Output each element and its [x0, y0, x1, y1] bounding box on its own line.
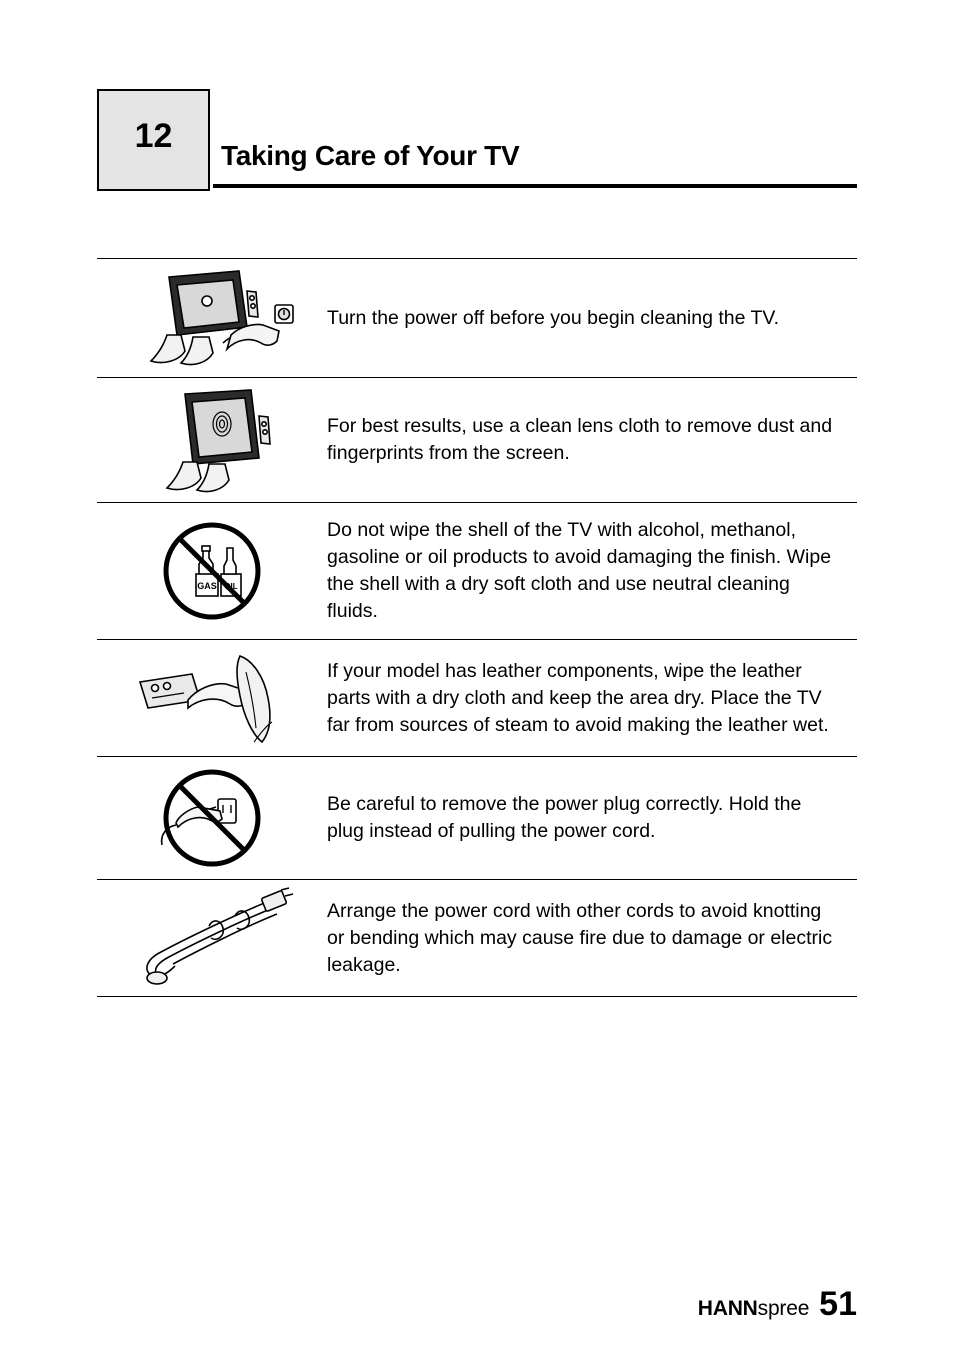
care-item-paragraph: Arrange the power cord with other cords to avoid knotting or bending which may cause fire due to damage or electric leakage.	[327, 899, 833, 976]
chapter-number-box	[97, 89, 210, 191]
table-row	[97, 880, 857, 997]
care-item-paragraph: For best results, use a clean lens cloth to remove dust and fingerprints from the screen.	[327, 415, 833, 464]
table-row	[97, 757, 857, 880]
care-item-text	[327, 503, 857, 639]
gas-label: GAS	[197, 581, 217, 591]
brand-name-bold: HANN	[697, 1297, 758, 1320]
page-header	[97, 89, 857, 199]
no-pull-cord-icon	[97, 757, 327, 879]
tv-power-off-icon	[97, 259, 327, 377]
care-item-paragraph: Turn the power off before you begin cleaning the TV.	[327, 306, 780, 329]
brand-logo	[698, 1297, 809, 1321]
care-item-text	[327, 757, 857, 879]
care-item-paragraph: Be careful to remove the power plug correctly. Hold the plug instead of pulling the power cord.	[327, 793, 802, 842]
care-item-text	[327, 880, 857, 996]
table-row	[97, 503, 857, 640]
table-row	[97, 640, 857, 757]
oil-label: OIL	[224, 582, 238, 591]
table-row	[97, 259, 857, 378]
page-title: Taking Care of Your TV	[221, 140, 520, 171]
power-cord-bundle-icon	[97, 880, 327, 996]
care-item-paragraph: Do not wipe the shell of the TV with alcohol, methanol, gasoline or oil products to avoid damaging the finish. Wipe the shell with a dry soft cloth and use neutral cleaning fluids.	[327, 519, 832, 622]
page-footer	[698, 1285, 857, 1324]
care-item-paragraph: If your model has leather components, wipe the leather parts with a dry cloth and keep the area dry. Place the TV far from sources of steam to avoid making the leather wet.	[327, 659, 829, 736]
care-instructions-table	[97, 258, 857, 997]
leather-wipe-icon	[97, 640, 327, 756]
page-number: 51	[819, 1285, 857, 1323]
brand-name-light: spree	[757, 1297, 810, 1320]
tv-lens-cloth-icon	[97, 378, 327, 502]
no-solvents-icon	[97, 503, 327, 639]
table-row	[97, 378, 857, 503]
title-underline	[213, 184, 857, 188]
chapter-number: 12	[134, 117, 173, 155]
care-item-text	[327, 378, 857, 502]
care-item-text	[327, 259, 857, 377]
care-item-text	[327, 640, 857, 756]
